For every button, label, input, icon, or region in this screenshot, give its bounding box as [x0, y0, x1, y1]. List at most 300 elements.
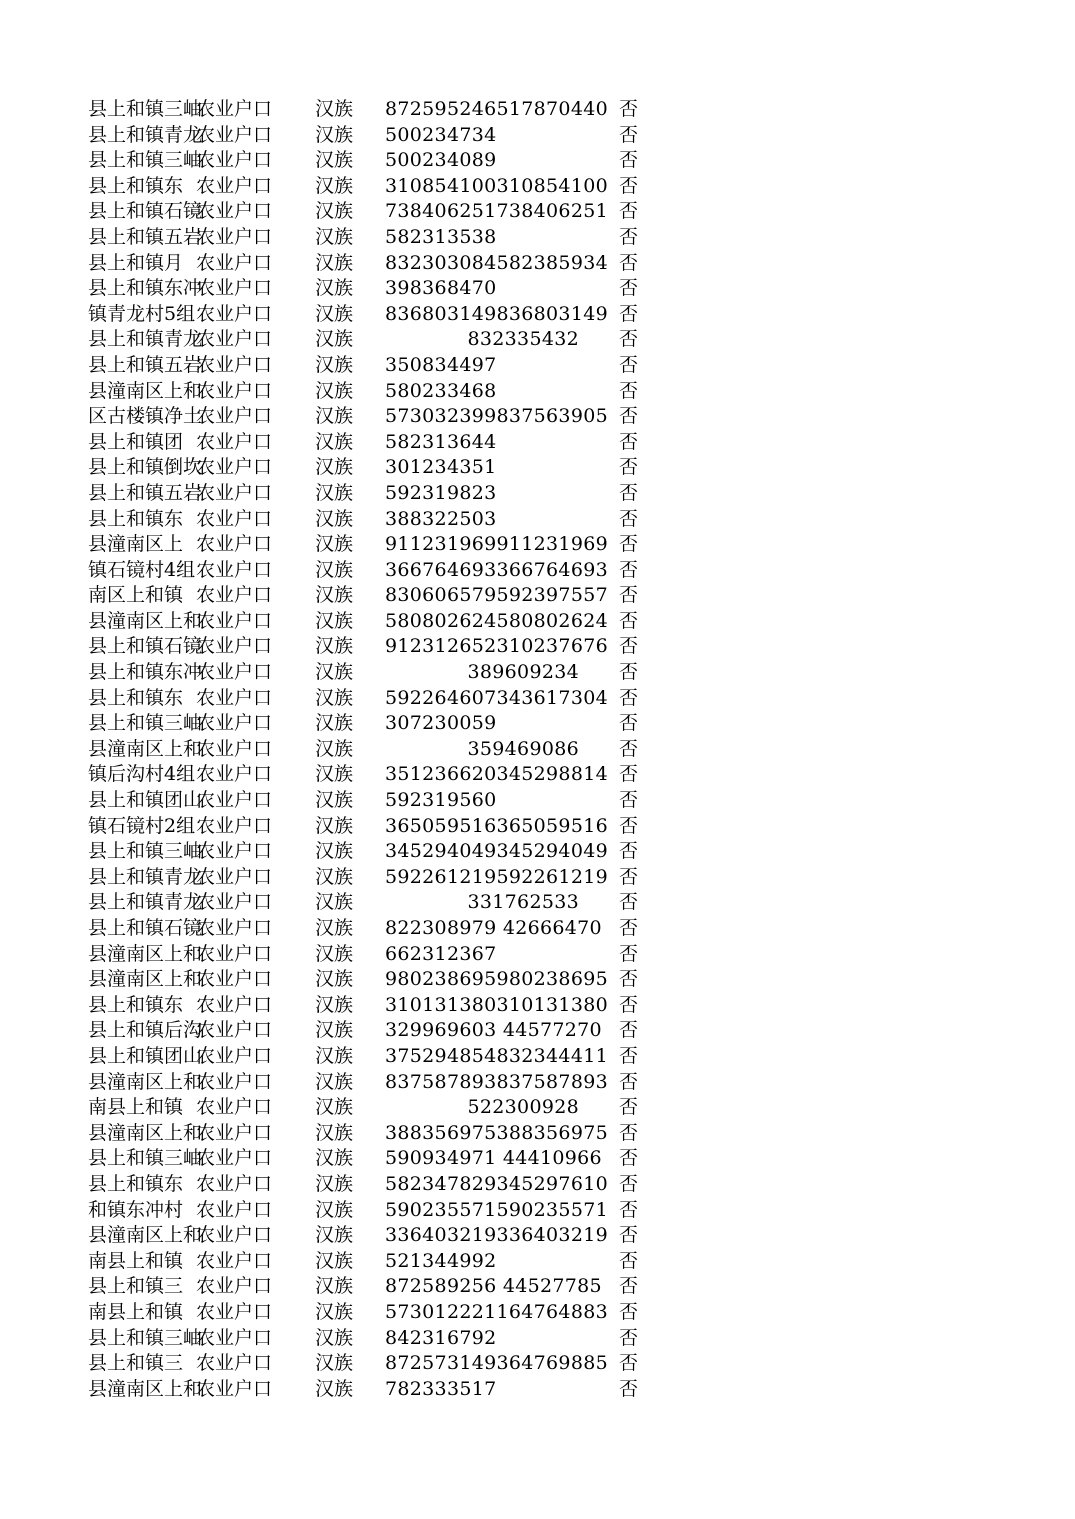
flag-cell: 否: [619, 533, 639, 556]
address-text: 县潼南区上: [88, 533, 184, 556]
ethnicity-cell: 汉族: [315, 993, 354, 1016]
address-cell: [88, 1121, 203, 1147]
id-number-cell: 830606579592397557: [385, 584, 608, 607]
table-row: [0, 839, 1075, 865]
table-row: [0, 686, 1075, 712]
table-row: [0, 942, 1075, 968]
address-cell: [88, 1274, 194, 1300]
table-row: [0, 379, 1075, 405]
flag-cell: 否: [619, 1044, 639, 1067]
flag-cell: 否: [619, 123, 639, 146]
id-number-cell: 592261219592261219: [385, 865, 608, 888]
hukou-type-cell: 农业户口: [196, 123, 273, 146]
flag-cell: 否: [619, 712, 639, 735]
id-number-cell: 389609234: [467, 661, 579, 684]
hukou-type-cell: 农业户口: [196, 1096, 273, 1119]
id-number-cell: 738406251738406251: [385, 200, 608, 223]
hukou-type-cell: 农业户口: [196, 891, 273, 914]
flag-cell: 否: [619, 1224, 639, 1247]
ethnicity-cell: 汉族: [315, 302, 354, 325]
ethnicity-cell: 汉族: [315, 635, 354, 658]
table-row: [0, 1146, 1075, 1172]
hukou-type-cell: 农业户口: [196, 328, 273, 351]
table-row: [0, 1326, 1075, 1352]
flag-cell: 否: [619, 814, 639, 837]
address-text: 县上和镇三: [88, 1352, 184, 1375]
table-row: [0, 1351, 1075, 1377]
ethnicity-cell: 汉族: [315, 917, 354, 939]
address-cell: [88, 686, 194, 712]
address-text: 镇石镜村2组: [88, 814, 196, 837]
address-cell: [88, 1018, 203, 1044]
hukou-type-cell: 农业户口: [196, 1121, 273, 1144]
id-number-cell: 662312367: [385, 942, 497, 965]
table-row: [0, 993, 1075, 1019]
id-number-cell: 782333517: [385, 1377, 497, 1400]
address-cell: [88, 583, 194, 609]
address-text: 南县上和镇: [88, 1096, 184, 1119]
ethnicity-cell: 汉族: [315, 1198, 354, 1221]
ethnicity-cell: 汉族: [315, 1096, 354, 1119]
ethnicity-cell: 汉族: [315, 149, 354, 172]
id-number-cell: 822308979 42666470: [385, 917, 602, 939]
ethnicity-cell: 汉族: [315, 1352, 354, 1375]
ethnicity-cell: 汉族: [315, 865, 354, 888]
id-number-cell: 331762533: [467, 891, 579, 914]
address-text: 县上和镇石镜: [88, 200, 203, 223]
hukou-type-cell: 农业户口: [196, 174, 273, 197]
ethnicity-cell: 汉族: [315, 200, 354, 223]
address-cell: [88, 1070, 203, 1096]
address-text: 县潼南区上和: [88, 379, 203, 402]
id-number-cell: 582313538: [385, 225, 497, 248]
hukou-type-cell: 农业户口: [196, 1300, 273, 1323]
address-text: 县上和镇三岫: [88, 840, 203, 863]
hukou-type-cell: 农业户口: [196, 1275, 273, 1298]
flag-cell: 否: [619, 865, 639, 888]
ethnicity-cell: 汉族: [315, 405, 354, 428]
address-cell: [88, 890, 203, 916]
id-number-cell: 592319823: [385, 481, 497, 504]
ethnicity-cell: 汉族: [315, 430, 354, 453]
flag-cell: 否: [619, 456, 639, 479]
id-number-cell: 573032399837563905: [385, 405, 608, 428]
id-number-cell: 301234351: [385, 456, 497, 479]
id-number-cell: 350834497: [385, 353, 497, 376]
id-number-cell: 329969603 44577270: [385, 1019, 602, 1042]
hukou-type-cell: 农业户口: [196, 558, 273, 581]
flag-cell: 否: [619, 942, 639, 965]
address-cell: [88, 251, 194, 277]
hukou-type-cell: 农业户口: [196, 149, 273, 172]
address-text: 县上和镇东: [88, 174, 184, 197]
table-row: [0, 276, 1075, 302]
table-row: [0, 711, 1075, 737]
address-text: 县上和镇五岩: [88, 481, 203, 504]
table-row: [0, 737, 1075, 763]
table-row: [0, 1121, 1075, 1147]
table-row: [0, 353, 1075, 379]
table-row: [0, 455, 1075, 481]
id-number-cell: 980238695980238695: [385, 968, 608, 991]
ethnicity-cell: 汉族: [315, 1326, 354, 1349]
address-text: 县上和镇三岫: [88, 1147, 203, 1170]
hukou-type-cell: 农业户口: [196, 1249, 273, 1272]
ethnicity-cell: 汉族: [315, 1249, 354, 1272]
address-cell: [88, 711, 203, 737]
ethnicity-cell: 汉族: [315, 277, 354, 300]
id-number-cell: 336403219336403219: [385, 1224, 608, 1247]
hukou-type-cell: 农业户口: [196, 763, 273, 786]
address-cell: [88, 814, 194, 840]
flag-cell: 否: [619, 353, 639, 376]
ethnicity-cell: 汉族: [315, 558, 354, 581]
address-cell: [88, 276, 203, 302]
address-text: 县上和镇东: [88, 686, 184, 709]
address-cell: [88, 174, 194, 200]
ethnicity-cell: 汉族: [315, 1275, 354, 1298]
address-cell: [88, 967, 203, 993]
id-number-cell: 366764693366764693: [385, 558, 608, 581]
address-text: 县上和镇团山: [88, 1044, 203, 1067]
address-text: 县上和镇三: [88, 1275, 184, 1298]
address-text: 县上和镇东冲: [88, 277, 203, 300]
address-cell: [88, 1351, 194, 1377]
id-number-cell: 359469086: [467, 737, 579, 760]
ethnicity-cell: 汉族: [315, 456, 354, 479]
flag-cell: 否: [619, 225, 639, 248]
flag-cell: 否: [619, 1019, 639, 1042]
flag-cell: 否: [619, 789, 639, 812]
hukou-type-cell: 农业户口: [196, 1172, 273, 1195]
address-text: 县上和镇三岫: [88, 149, 203, 172]
hukou-type-cell: 农业户口: [196, 968, 273, 991]
address-cell: [88, 1044, 203, 1070]
hukou-type-cell: 农业户口: [196, 635, 273, 658]
address-text: 县潼南区上和: [88, 942, 203, 965]
flag-cell: 否: [619, 1070, 639, 1093]
address-cell: [88, 762, 194, 788]
ethnicity-cell: 汉族: [315, 174, 354, 197]
ethnicity-cell: 汉族: [315, 1044, 354, 1067]
ethnicity-cell: 汉族: [315, 1070, 354, 1093]
hukou-type-cell: 农业户口: [196, 1147, 273, 1170]
address-text: 县上和镇三岫: [88, 98, 203, 120]
hukou-type-cell: 农业户口: [196, 200, 273, 223]
address-text: 县上和镇倒坎: [88, 456, 203, 479]
address-cell: [88, 97, 203, 123]
address-cell: [88, 1377, 203, 1403]
flag-cell: 否: [619, 1147, 639, 1170]
address-text: 县潼南区上和: [88, 1070, 203, 1093]
ethnicity-cell: 汉族: [315, 686, 354, 709]
table-row: [0, 1172, 1075, 1198]
id-number-cell: 388356975388356975: [385, 1121, 608, 1144]
address-text: 县上和镇团山: [88, 789, 203, 812]
address-text: 镇石镜村4组: [88, 558, 196, 581]
id-number-cell: 872589256 44527785: [385, 1275, 602, 1298]
address-cell: [88, 1326, 203, 1352]
address-cell: [88, 942, 203, 968]
id-number-cell: 872573149364769885: [385, 1352, 608, 1375]
id-number-cell: 573012221164764883: [385, 1300, 608, 1323]
ethnicity-cell: 汉族: [315, 353, 354, 376]
flag-cell: 否: [619, 558, 639, 581]
id-number-cell: 832303084582385934: [385, 251, 608, 274]
hukou-type-cell: 农业户口: [196, 533, 273, 556]
hukou-type-cell: 农业户口: [196, 993, 273, 1016]
flag-cell: 否: [619, 917, 639, 939]
hukou-type-cell: 农业户口: [196, 405, 273, 428]
id-number-cell: 592319560: [385, 789, 497, 812]
ethnicity-cell: 汉族: [315, 123, 354, 146]
address-cell: [88, 430, 194, 456]
address-cell: [88, 839, 203, 865]
flag-cell: 否: [619, 1352, 639, 1375]
address-cell: [88, 327, 203, 353]
table-row: [0, 916, 1075, 942]
ethnicity-cell: 汉族: [315, 1377, 354, 1400]
hukou-type-cell: 农业户口: [196, 353, 273, 376]
id-number-cell: 582347829345297610: [385, 1172, 608, 1195]
flag-cell: 否: [619, 609, 639, 632]
hukou-type-cell: 农业户口: [196, 1224, 273, 1247]
ethnicity-cell: 汉族: [315, 251, 354, 274]
address-text: 县上和镇青龙: [88, 865, 203, 888]
hukou-type-cell: 农业户口: [196, 584, 273, 607]
hukou-type-cell: 农业户口: [196, 917, 273, 939]
address-cell: [88, 353, 203, 379]
id-number-cell: 592264607343617304: [385, 686, 608, 709]
address-text: 区古楼镇净土: [88, 405, 203, 428]
ethnicity-cell: 汉族: [315, 507, 354, 530]
address-text: 和镇东冲村: [88, 1198, 184, 1221]
table-row: [0, 1070, 1075, 1096]
address-text: 县上和镇东: [88, 1172, 184, 1195]
table-row: [0, 199, 1075, 225]
address-cell: [88, 302, 194, 328]
ethnicity-cell: 汉族: [315, 533, 354, 556]
address-cell: [88, 634, 203, 660]
id-number-cell: 590934971 44410966: [385, 1147, 602, 1170]
address-cell: [88, 1146, 203, 1172]
hukou-type-cell: 农业户口: [196, 456, 273, 479]
flag-cell: 否: [619, 1326, 639, 1349]
address-text: 县潼南区上和: [88, 1377, 203, 1400]
table-row: [0, 251, 1075, 277]
address-text: 县上和镇青龙: [88, 891, 203, 914]
hukou-type-cell: 农业户口: [196, 814, 273, 837]
ethnicity-cell: 汉族: [315, 661, 354, 684]
table-row: [0, 890, 1075, 916]
hukou-type-cell: 农业户口: [196, 1326, 273, 1349]
table-row: [0, 1044, 1075, 1070]
ethnicity-cell: 汉族: [315, 379, 354, 402]
table-row: [0, 327, 1075, 353]
address-cell: [88, 788, 203, 814]
flag-cell: 否: [619, 635, 639, 658]
flag-cell: 否: [619, 251, 639, 274]
address-cell: [88, 660, 203, 686]
address-text: 南县上和镇: [88, 1300, 184, 1323]
ethnicity-cell: 汉族: [315, 609, 354, 632]
hukou-type-cell: 农业户口: [196, 1198, 273, 1221]
ethnicity-cell: 汉族: [315, 1147, 354, 1170]
address-text: 镇后沟村4组: [88, 763, 196, 786]
flag-cell: 否: [619, 891, 639, 914]
address-text: 镇青龙村5组: [88, 302, 196, 325]
address-cell: [88, 481, 203, 507]
flag-cell: 否: [619, 174, 639, 197]
hukou-type-cell: 农业户口: [196, 865, 273, 888]
table-row: [0, 1300, 1075, 1326]
flag-cell: 否: [619, 430, 639, 453]
address-text: 县上和镇三岫: [88, 1326, 203, 1349]
address-text: 县上和镇石镜: [88, 917, 203, 939]
flag-cell: 否: [619, 1249, 639, 1272]
flag-cell: 否: [619, 328, 639, 351]
address-text: 县上和镇青龙: [88, 123, 203, 146]
id-number-cell: 310131380310131380: [385, 993, 608, 1016]
address-cell: [88, 532, 194, 558]
id-number-cell: 580802624580802624: [385, 609, 608, 632]
address-text: 县潼南区上和: [88, 1121, 203, 1144]
ethnicity-cell: 汉族: [315, 737, 354, 760]
id-number-cell: 398368470: [385, 277, 497, 300]
table-row: [0, 532, 1075, 558]
hukou-type-cell: 农业户口: [196, 789, 273, 812]
ethnicity-cell: 汉族: [315, 1172, 354, 1195]
flag-cell: 否: [619, 277, 639, 300]
ethnicity-cell: 汉族: [315, 1300, 354, 1323]
hukou-type-cell: 农业户口: [196, 302, 273, 325]
address-cell: [88, 609, 203, 635]
table-row: [0, 225, 1075, 251]
table-row: [0, 1377, 1075, 1403]
id-number-cell: 912312652310237676: [385, 635, 608, 658]
flag-cell: 否: [619, 840, 639, 863]
flag-cell: 否: [619, 1096, 639, 1119]
ethnicity-cell: 汉族: [315, 1224, 354, 1247]
address-cell: [88, 737, 203, 763]
address-cell: [88, 455, 203, 481]
id-number-cell: 521344992: [385, 1249, 497, 1272]
address-cell: [88, 1172, 194, 1198]
table-row: [0, 634, 1075, 660]
table-row: [0, 609, 1075, 635]
ethnicity-cell: 汉族: [315, 840, 354, 863]
flag-cell: 否: [619, 1377, 639, 1400]
address-cell: [88, 1249, 194, 1275]
flag-cell: 否: [619, 200, 639, 223]
flag-cell: 否: [619, 98, 639, 120]
flag-cell: 否: [619, 379, 639, 402]
ethnicity-cell: 汉族: [315, 584, 354, 607]
table-row: [0, 583, 1075, 609]
flag-cell: 否: [619, 661, 639, 684]
hukou-type-cell: 农业户口: [196, 686, 273, 709]
table-row: [0, 123, 1075, 149]
flag-cell: 否: [619, 481, 639, 504]
table-row: [0, 302, 1075, 328]
ethnicity-cell: 汉族: [315, 789, 354, 812]
flag-cell: 否: [619, 149, 639, 172]
table-row: [0, 1249, 1075, 1275]
address-cell: [88, 916, 203, 942]
address-text: 县上和镇青龙: [88, 328, 203, 351]
hukou-type-cell: 农业户口: [196, 1019, 273, 1042]
address-text: 县上和镇石镜: [88, 635, 203, 658]
address-text: 县上和镇团: [88, 430, 184, 453]
hukou-type-cell: 农业户口: [196, 661, 273, 684]
table-row: [0, 97, 1075, 123]
table-row: [0, 481, 1075, 507]
hukou-type-cell: 农业户口: [196, 840, 273, 863]
table-row: [0, 148, 1075, 174]
hukou-type-cell: 农业户口: [196, 712, 273, 735]
id-number-cell: 911231969911231969: [385, 533, 608, 556]
id-number-cell: 365059516365059516: [385, 814, 608, 837]
flag-cell: 否: [619, 686, 639, 709]
address-cell: [88, 865, 203, 891]
id-number-cell: 500234734: [385, 123, 497, 146]
id-number-cell: 307230059: [385, 712, 497, 735]
flag-cell: 否: [619, 507, 639, 530]
address-cell: [88, 225, 203, 251]
id-number-cell: 388322503: [385, 507, 497, 530]
table-row: [0, 1198, 1075, 1224]
table-row: [0, 430, 1075, 456]
flag-cell: 否: [619, 405, 639, 428]
flag-cell: 否: [619, 1198, 639, 1221]
address-cell: [88, 1300, 194, 1326]
address-cell: [88, 507, 194, 533]
ethnicity-cell: 汉族: [315, 328, 354, 351]
table-row: [0, 174, 1075, 200]
address-text: 县潼南区上和: [88, 1224, 203, 1247]
flag-cell: 否: [619, 993, 639, 1016]
ethnicity-cell: 汉族: [315, 1019, 354, 1042]
hukou-type-cell: 农业户口: [196, 481, 273, 504]
ethnicity-cell: 汉族: [315, 763, 354, 786]
table-row: [0, 967, 1075, 993]
hukou-type-cell: 农业户口: [196, 430, 273, 453]
address-cell: [88, 1095, 194, 1121]
address-cell: [88, 993, 194, 1019]
address-text: 县上和镇后沟: [88, 1019, 203, 1042]
table-row: [0, 1223, 1075, 1249]
address-text: 县上和镇五岩: [88, 353, 203, 376]
table-row: [0, 1095, 1075, 1121]
id-number-cell: 836803149836803149: [385, 302, 608, 325]
table-row: [0, 660, 1075, 686]
flag-cell: 否: [619, 1300, 639, 1323]
hukou-type-cell: 农业户口: [196, 277, 273, 300]
address-cell: [88, 123, 203, 149]
address-text: 县潼南区上和: [88, 609, 203, 632]
table-row: [0, 404, 1075, 430]
ethnicity-cell: 汉族: [315, 712, 354, 735]
table-row: [0, 1274, 1075, 1300]
hukou-type-cell: 农业户口: [196, 98, 273, 120]
hukou-type-cell: 农业户口: [196, 1377, 273, 1400]
ethnicity-cell: 汉族: [315, 1121, 354, 1144]
ethnicity-cell: 汉族: [315, 814, 354, 837]
id-number-cell: 590235571590235571: [385, 1198, 608, 1221]
id-number-cell: 842316792: [385, 1326, 497, 1349]
table-row: [0, 788, 1075, 814]
ethnicity-cell: 汉族: [315, 968, 354, 991]
